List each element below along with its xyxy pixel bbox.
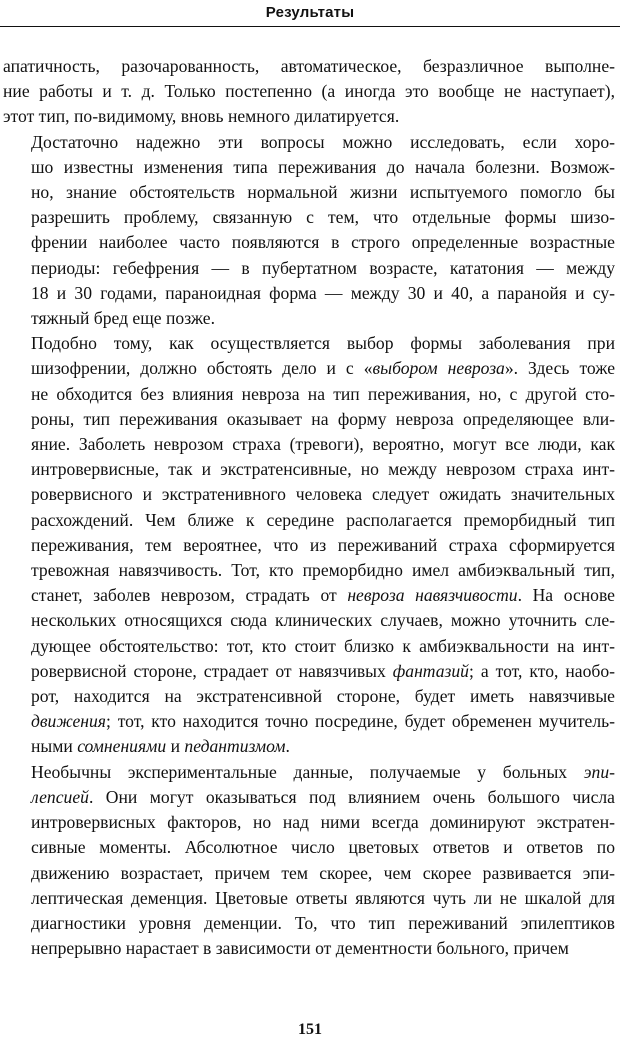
header-rule <box>0 26 620 27</box>
text-line <box>3 104 615 129</box>
text-run: лептическая деменция. Цветовые ответы являются чуть ли не шкалой для <box>31 887 615 908</box>
text-run: дующее обстоятельство: тот, кто стоит близко к амбиэквальности на инт- <box>31 635 615 656</box>
page-number: 151 <box>298 1021 322 1038</box>
text-line <box>3 180 615 205</box>
text-run: движению возрастает, причем тем скорее, чем скорее развивается эпи- <box>31 862 615 883</box>
text-line <box>3 54 615 79</box>
text-line <box>3 482 615 507</box>
italic-run: эпи- <box>583 761 615 782</box>
italic-run: сомнениями <box>77 736 167 757</box>
italic-run: движения <box>31 711 106 732</box>
text-line <box>3 79 615 104</box>
text-line <box>3 886 615 911</box>
text-line <box>3 432 615 457</box>
text-line <box>3 457 615 482</box>
text-line <box>3 634 615 659</box>
text-line <box>3 533 615 558</box>
text-run: . На основе <box>517 585 615 606</box>
text-run: ; тот, кто находится точно посредине, будет обременен мучитель- <box>105 711 615 732</box>
paragraph <box>3 54 615 130</box>
text-run: шо известны изменения типа переживания до начала болезни. Возмож- <box>31 156 615 177</box>
text-line <box>3 382 615 407</box>
text-run: и <box>166 736 185 757</box>
text-line <box>3 583 615 608</box>
text-line <box>3 306 615 331</box>
text-line <box>3 331 615 356</box>
text-run: диагностики уровня деменции. То, что тип переживаний эпилептиков <box>31 912 615 933</box>
text-run: 18 и 30 годами, параноидная форма — между 30 и 40, а паранойя и су- <box>31 282 615 303</box>
text-run: апатичность, разочарованность, автоматическое, безразличное выполне- <box>3 56 615 76</box>
text-run: переживания, тем вероятнее, что из переживаний страха сформируется <box>31 534 615 555</box>
text-line <box>3 861 615 886</box>
text-line <box>3 130 615 155</box>
text-run: станет, заболев неврозом, страдать от <box>31 585 348 606</box>
text-line <box>3 356 615 381</box>
text-run: рот, находится на экстратенсивной стороне, будет иметь навязчивые <box>31 686 615 707</box>
text-run: не обходится без влияния невроза на тип переживания, но, с другой сто- <box>31 383 615 404</box>
text-line <box>3 407 615 432</box>
text-run: Необычны экспериментальные данные, получаемые у больных <box>31 761 584 782</box>
text-line <box>3 281 615 306</box>
text-run: . <box>285 736 290 757</box>
text-line <box>3 785 615 810</box>
text-run: ными <box>31 736 78 757</box>
text-line <box>3 911 615 936</box>
text-run: роны, тип переживания оказывает на форму невроза определяющее вли- <box>31 408 615 429</box>
paragraph <box>3 760 615 962</box>
text-run: периоды: гебефрения — в пубертатном возрасте, кататония — между <box>31 257 615 278</box>
text-line <box>3 936 615 961</box>
text-line <box>3 155 615 180</box>
text-run: этот тип, по-видимому, вновь немного дилатируется. <box>3 106 400 127</box>
text-line <box>3 205 615 230</box>
running-head: Результаты <box>265 4 355 21</box>
text-line <box>3 760 615 785</box>
text-line <box>3 734 615 759</box>
italic-run: лепсией <box>31 786 89 807</box>
text-run: френии наиболее часто появляются в строго определенные возрастные <box>31 232 615 253</box>
text-line <box>3 709 615 734</box>
text-line <box>3 608 615 633</box>
italic-run: невроза навязчивости <box>347 585 518 606</box>
text-line <box>3 508 615 533</box>
text-line <box>3 684 615 709</box>
text-run: Достаточно надежно эти вопросы можно исследовать, если хоро- <box>31 131 615 152</box>
text-line <box>3 659 615 684</box>
text-run: расхождений. Чем ближе к середине располагается преморбидный тип <box>31 509 615 530</box>
text-line <box>3 835 615 860</box>
text-run: Подобно тому, как осуществляется выбор формы заболевания при <box>31 333 615 354</box>
italic-run: выбором невроза <box>372 358 505 379</box>
text-run: ». Здесь тоже <box>504 358 615 379</box>
text-run: нескольких относящихся сюда клинических случаев, можно уточнить сле- <box>31 610 615 631</box>
text-run: яние. Заболеть неврозом страха (тревоги), вероятно, могут все люди, как <box>31 434 615 455</box>
text-run: ровервисного и экстратенивного человека следует ожидать значительных <box>31 484 615 505</box>
text-run: интровервисные, так и экстратенсивные, но между неврозом страха инт- <box>31 459 615 480</box>
text-run: ние работы и т. д. Только постепенно (а иногда это вообще не наступает), <box>3 81 615 102</box>
text-run: разрешить проблему, связанную с тем, что отдельные формы шизо- <box>31 207 615 228</box>
text-line <box>3 558 615 583</box>
text-line <box>3 230 615 255</box>
text-line <box>3 256 615 281</box>
text-line <box>3 810 615 835</box>
text-run: интровервисных факторов, но над ними всегда доминируют экстратен- <box>31 812 615 833</box>
text-run: непрерывно нарастает в зависимости от дементности больного, причем <box>31 938 569 959</box>
italic-run: педантизмом <box>184 736 286 757</box>
text-run: сивные моменты. Абсолютное число цветовых ответов и ответов по <box>31 837 615 858</box>
text-run: но, знание обстоятельств нормальной жизни испытуемого помогло бы <box>31 182 615 203</box>
paragraph <box>3 331 615 759</box>
italic-run: фантазий <box>392 660 469 681</box>
text-run: тяжный бред еще позже. <box>31 308 215 329</box>
paragraph <box>3 130 615 332</box>
body-text <box>3 54 615 961</box>
text-run: . Они могут оказываться под влиянием очень большого числа <box>88 786 615 807</box>
text-run: шизофрении, должно обстоять дело и с « <box>31 358 373 379</box>
text-run: ; а тот, кто, наобо- <box>468 660 615 681</box>
text-run: ровервисной стороне, страдает от навязчивых <box>31 660 393 681</box>
text-run: тревожная навязчивость. Тот, кто преморбидно имел амбиэквальный тип, <box>31 560 615 581</box>
